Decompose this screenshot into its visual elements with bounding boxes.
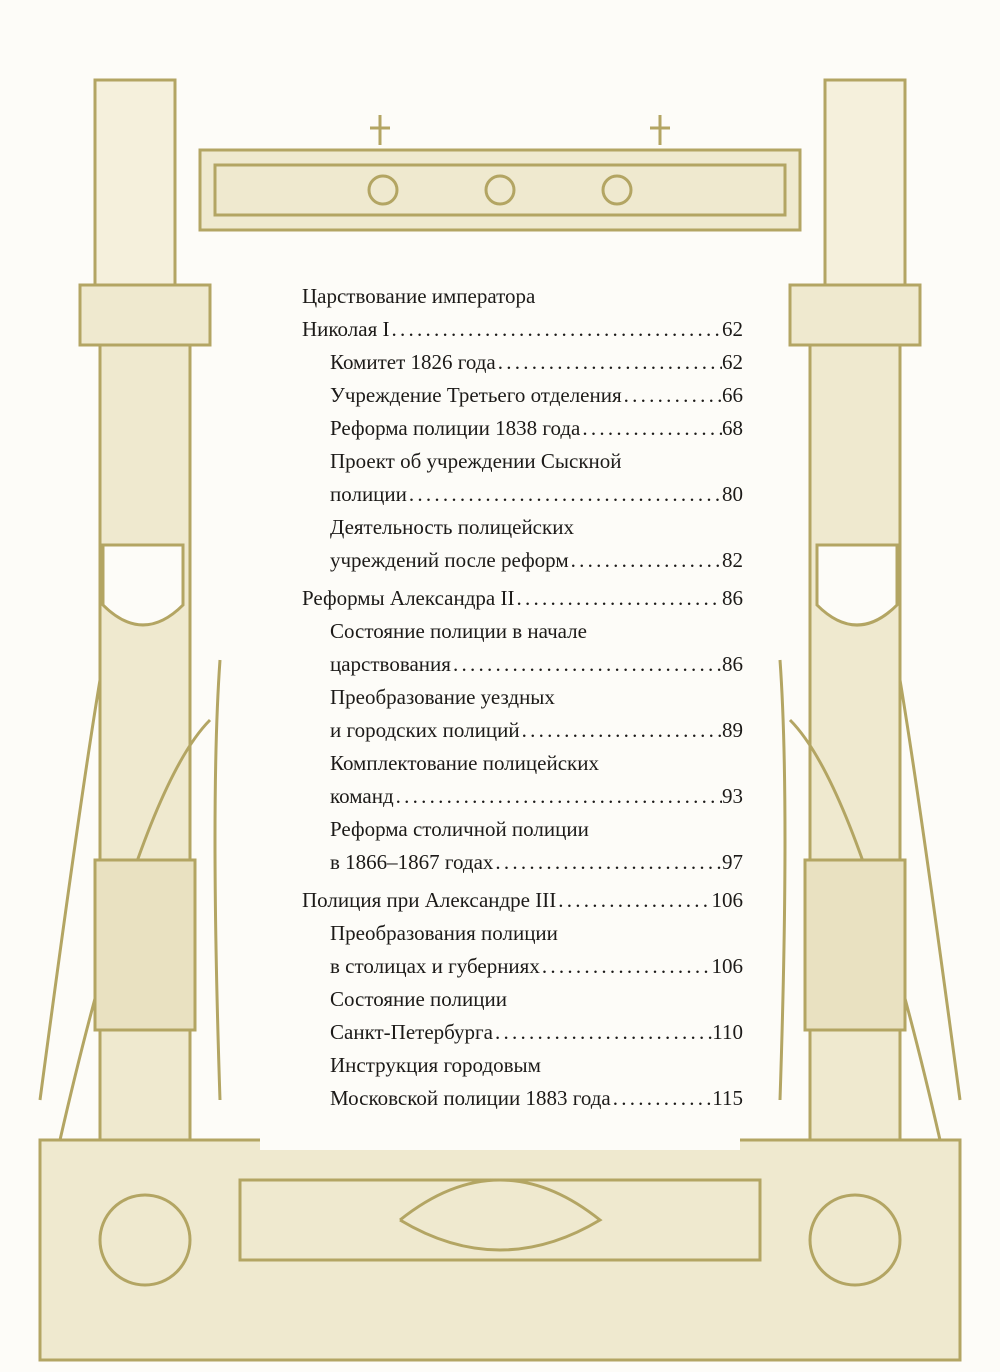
toc-section [302, 884, 743, 1115]
dot-leader [611, 1082, 713, 1115]
toc-entry [302, 445, 743, 511]
page-number: 106 [711, 888, 743, 912]
toc-line [302, 379, 743, 412]
toc-subsections [302, 917, 743, 1115]
toc-entry [302, 747, 743, 813]
toc-entry [302, 615, 743, 681]
toc-line [302, 544, 743, 577]
table-of-contents [302, 280, 743, 1120]
toc-line [302, 511, 743, 544]
dot-leader [540, 950, 712, 983]
toc-entry-title: Комплектование полицейских [330, 751, 599, 775]
toc-line [302, 412, 743, 445]
toc-line [302, 846, 743, 879]
page-number: 86 [722, 652, 743, 676]
toc-entry [302, 813, 743, 879]
toc-entry-title: Московской полиции 1883 года [330, 1086, 611, 1110]
dot-leader [389, 313, 722, 346]
toc-line [302, 313, 743, 346]
toc-line [302, 714, 743, 747]
toc-line [302, 280, 743, 313]
toc-entry-title: и городских полиций [330, 718, 520, 742]
toc-line [302, 582, 743, 615]
toc-line [302, 917, 743, 950]
toc-entry-title: Реформа столичной полиции [330, 817, 589, 841]
dot-leader [622, 379, 722, 412]
toc-entry-title: Комитет 1826 года [330, 350, 496, 374]
toc-entry [302, 412, 743, 445]
toc-line [302, 813, 743, 846]
dot-leader [514, 582, 722, 615]
toc-entry-title: в столицах и губерниях [330, 954, 540, 978]
page-number: 62 [722, 317, 743, 341]
toc-entry-title: Царствование императора [302, 284, 536, 308]
toc-entry-title: Преобразования полиции [330, 921, 558, 945]
toc-entry-title: Реформы Александра II [302, 586, 515, 610]
toc-entry-title: в 1866–1867 годах [330, 850, 494, 874]
dot-leader [493, 846, 722, 879]
page-number: 97 [722, 850, 743, 874]
toc-entry-title: царствования [330, 652, 451, 676]
toc-line [302, 445, 743, 478]
dot-leader [569, 544, 722, 577]
toc-line [302, 884, 743, 917]
toc-entry-title: полиции [330, 482, 407, 506]
toc-section [302, 280, 743, 577]
dot-leader [451, 648, 722, 681]
toc-entry [302, 511, 743, 577]
toc-section [302, 582, 743, 879]
toc-entry-title: Инструкция городовым [330, 1053, 541, 1077]
toc-entry-title: Учреждение Третьего отделения [330, 383, 622, 407]
toc-entry-title: учреждений после реформ [330, 548, 569, 572]
toc-entry [302, 983, 743, 1049]
toc-entry-title: Проект об учреждении Сыскной [330, 449, 622, 473]
page-number: 106 [711, 954, 743, 978]
page-number: 93 [722, 784, 743, 808]
toc-entry [302, 346, 743, 379]
toc-entry-title: Деятельность полицейских [330, 515, 574, 539]
toc-entry-title: Состояние полиции в начале [330, 619, 587, 643]
dot-leader [493, 1016, 712, 1049]
dot-leader [496, 346, 722, 379]
toc-line [302, 747, 743, 780]
toc-entry [302, 1049, 743, 1115]
toc-entry-title: Николая I [302, 317, 390, 341]
dot-leader [556, 884, 711, 917]
page-number: 66 [722, 383, 743, 407]
page-number: 115 [712, 1086, 743, 1110]
page-number: 68 [722, 416, 743, 440]
toc-entry-title: Реформа полиции 1838 года [330, 416, 581, 440]
toc-subsections [302, 346, 743, 577]
dot-leader [394, 780, 722, 813]
toc-line [302, 478, 743, 511]
page-number: 62 [722, 350, 743, 374]
toc-entry-title: Полиция при Александре III [302, 888, 557, 912]
toc-line [302, 346, 743, 379]
toc-line [302, 1049, 743, 1082]
toc-line [302, 950, 743, 983]
toc-line [302, 1082, 743, 1115]
dot-leader [520, 714, 722, 747]
page-number: 80 [722, 482, 743, 506]
dot-leader [580, 412, 722, 445]
toc-entry-title: Преобразование уездных [330, 685, 555, 709]
toc-line [302, 681, 743, 714]
toc-entry-title: Санкт-Петербурга [330, 1020, 493, 1044]
dot-leader [407, 478, 722, 511]
toc-line [302, 615, 743, 648]
toc-line [302, 1016, 743, 1049]
toc-entry [302, 681, 743, 747]
toc-entry-title: команд [330, 784, 394, 808]
toc-entry [302, 379, 743, 412]
toc-entry [302, 917, 743, 983]
page-number: 89 [722, 718, 743, 742]
page-number: 110 [712, 1020, 743, 1044]
toc-line [302, 983, 743, 1016]
toc-subsections [302, 615, 743, 879]
toc-line [302, 780, 743, 813]
toc-line [302, 648, 743, 681]
page-number: 82 [722, 548, 743, 572]
page-number: 86 [722, 586, 743, 610]
toc-entry-title: Состояние полиции [330, 987, 507, 1011]
